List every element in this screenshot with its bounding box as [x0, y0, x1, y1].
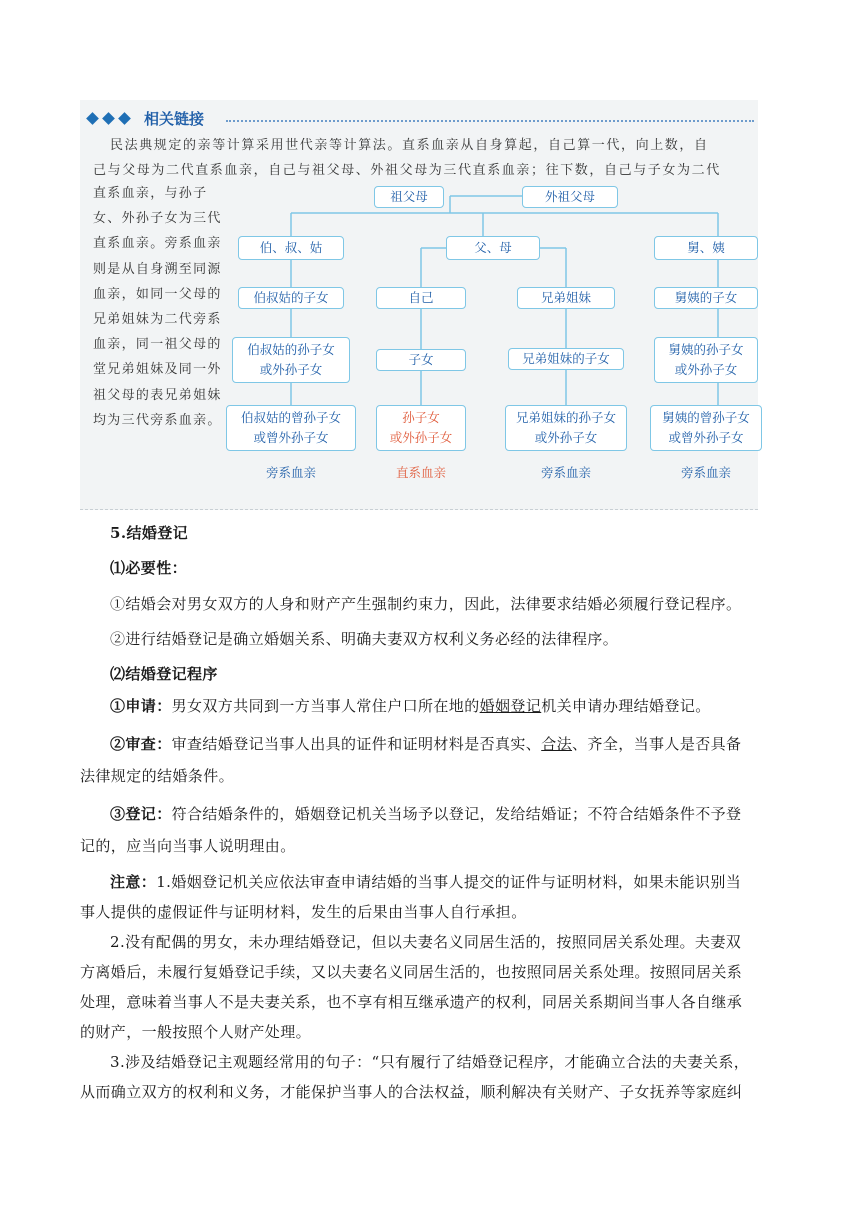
node-parents: 父、母: [446, 236, 540, 260]
necessity-title: ⑴必要性：: [110, 559, 188, 577]
node-maternal-grandparents: 外祖父母: [522, 186, 618, 208]
register-label: ③登记：: [110, 805, 172, 823]
apply-paragraph: [110, 691, 810, 721]
category-collateral: 旁系血亲: [680, 465, 731, 480]
related-link-title: 相关链接: [144, 110, 205, 128]
node-uncles-grandchildren: [232, 337, 350, 383]
note-1-paragraph: [110, 867, 810, 897]
node-text: 伯叔姑的孙子女: [247, 342, 335, 357]
review-text-end: 、齐全，当事人是否具备: [572, 735, 742, 753]
section-title: 5.结婚登记: [110, 524, 189, 542]
node-text: 舅姨的孙子女: [668, 342, 744, 357]
side-explanation: 直系血亲，与孙子女、外孙子女为三代直系血亲。旁系血亲则是从自身溯至同源血亲，如同一父母的兄弟姐妹为二代旁系血亲，同一祖父母的堂兄弟姐妹及同一外祖父母的表兄弟姐妹均为三代旁系血亲。: [93, 186, 222, 428]
intro-line-2: 己与父母为二代直系血亲，自己与祖父母、外祖父母为三代直系血亲；往下数，自己与子女为二代: [93, 163, 721, 178]
node-grandparents: 祖父母: [374, 186, 444, 208]
node-self: 自己: [376, 287, 466, 309]
procedure-title: ⑵结婚登记程序: [110, 665, 218, 683]
note-2-line-2: 方离婚后，未履行复婚登记手续，又以夫妻名义同居生活的，也按照同居关系处理。按照同居关系: [80, 963, 743, 981]
node-text: 兄弟姐妹的孙子女: [515, 410, 616, 425]
register-line-2: 记的，应当向当事人说明理由。: [80, 837, 296, 855]
node-text: 或外孙子女: [674, 362, 738, 377]
node-siblings: 兄弟姐妹: [517, 287, 615, 309]
node-maternal-children: 舅姨的子女: [654, 287, 758, 309]
apply-label: ①申请：: [110, 697, 172, 715]
node-maternal-great-grandchildren: [650, 405, 762, 451]
legal-link[interactable]: 合法: [541, 735, 573, 753]
note-3-line-2: 从而确立双方的权利和义务，才能保护当事人的合法权益，顺利解决有关财产、子女抚养等家庭纠: [80, 1083, 743, 1101]
note-3-line-1: 3.涉及结婚登记主观题经常用的句子：“只有履行了结婚登记程序，才能确立合法的夫妻关系，: [110, 1053, 750, 1071]
register-text: 符合结婚条件的，婚姻登记机关当场予以登记，发给结婚证；不符合结婚条件不予登: [171, 805, 742, 823]
node-text: 舅姨的曾孙子女: [662, 410, 750, 425]
category-collateral: 旁系血亲: [265, 465, 316, 480]
node-text: 孙子女: [402, 410, 440, 425]
node-text: 或外孙子女: [389, 430, 453, 445]
node-uncles-children: 伯叔姑的子女: [238, 287, 344, 309]
note-2-line-3: 处理，意味着当事人不是夫妻关系，也不享有相互继承遗产的权利，同居关系期间当事人各自继承: [80, 993, 743, 1011]
category-lineal: 直系血亲: [395, 465, 446, 480]
category-collateral: 旁系血亲: [540, 465, 591, 480]
node-uncles-aunts: 伯、叔、姑: [238, 236, 344, 260]
review-paragraph: [110, 729, 810, 759]
node-uncles-great-grandchildren: [226, 405, 356, 451]
necessity-item-1: ①结婚会对男女双方的人身和财产产生强制约束力，因此，法律要求结婚必须履行登记程序。: [110, 595, 742, 613]
note-1-text: 1.婚姻登记机关应依法审查申请结婚的当事人提交的证件与证明材料，如果未能识别当: [156, 873, 742, 891]
note-2-line-1: 2.没有配偶的男女，未办理结婚登记，但以夫妻名义同居生活的，按照同居关系处理。夫妻双: [110, 933, 742, 951]
node-maternal-uncles-aunts: 舅、姨: [654, 236, 758, 260]
necessity-item-2: ②进行结婚登记是确立婚姻关系、明确夫妻双方权利义务必经的法律程序。: [110, 630, 619, 648]
apply-text: 男女双方共同到一方当事人常住户口所在地的: [171, 697, 480, 715]
register-paragraph: [110, 799, 810, 829]
node-grandchildren: [376, 405, 466, 451]
apply-text-end: 机关申请办理结婚登记。: [541, 697, 711, 715]
node-text: 或曾外孙子女: [668, 430, 744, 445]
note-1-line-2: 事人提供的虚假证件与证明材料，发生的后果由当事人自行承担。: [80, 903, 527, 921]
review-text: 审查结婚登记当事人出具的证件和证明材料是否真实、: [171, 735, 542, 753]
note-2-line-4: 的财产，一般按照个人财产处理。: [80, 1023, 312, 1041]
intro-line-1: 民法典规定的亲等计算采用世代亲等计算法。直系血亲从自身算起，自己算一代，向上数，自: [110, 138, 709, 153]
node-text: 或外孙子女: [534, 430, 598, 445]
node-text: 伯叔姑的曾孙子女: [240, 410, 341, 425]
node-children: 子女: [376, 349, 466, 371]
node-text: 或曾外孙子女: [253, 430, 329, 445]
note-label: 注意：: [110, 873, 157, 891]
node-text: 或外孙子女: [259, 362, 323, 377]
marriage-registration-link[interactable]: 婚姻登记: [479, 697, 542, 715]
review-label: ②审查：: [110, 735, 172, 753]
review-line-2: 法律规定的结婚条件。: [80, 767, 235, 785]
node-siblings-grandchildren: [505, 405, 627, 451]
node-siblings-children: 兄弟姐妹的子女: [508, 348, 624, 370]
node-maternal-grandchildren: [654, 337, 758, 383]
